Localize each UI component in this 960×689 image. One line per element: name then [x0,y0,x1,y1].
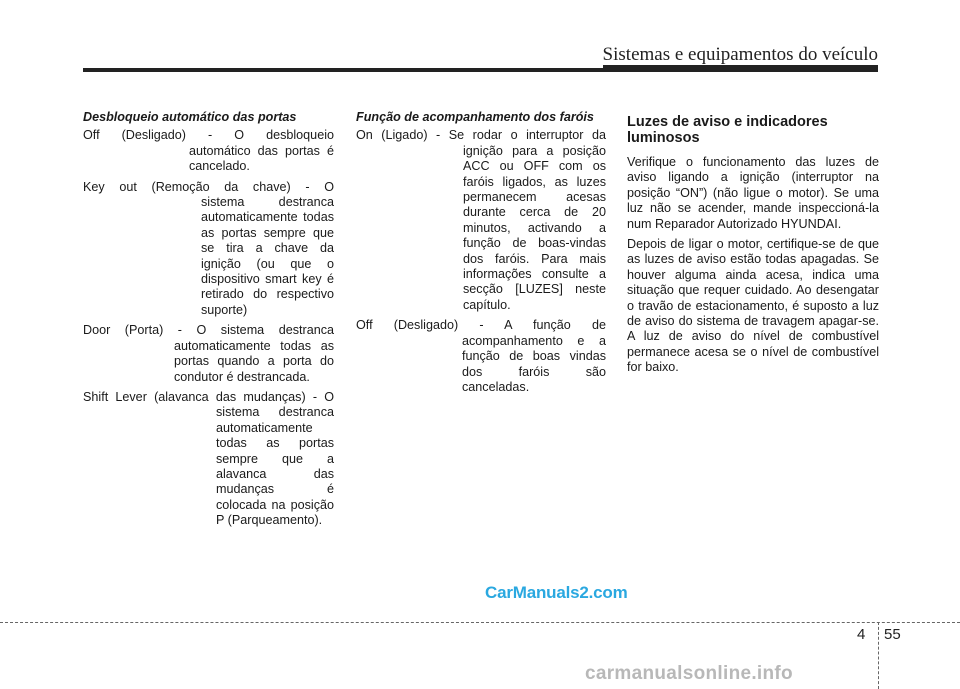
watermark-logo[interactable]: CarManuals2.com [485,583,628,602]
entry-body: sistema destranca automaticamente todas as portas sempre que a alavanca das mudanças é colocada na posição P (Parqueamento). [216,405,334,528]
entry-off [83,128,334,174]
footer-divider [0,622,960,623]
footer-vertical-divider [878,622,879,689]
entry-body: acompanhamento e a função de boas vindas dos faróis são canceladas. [462,333,606,394]
entry-label: Key out (Remoção da chave) - O [83,179,334,194]
entry-body: automaticamente todas as portas quando a porta do condutor é destrancada. [174,338,334,384]
paragraph: Depois de ligar o motor, certifique-se de que as luzes de aviso estão todas apagadas. Se houver alguma ainda acesa, indica uma situação que requer cuidado. Ao desengatar o travão de estacionamento, é suposto a luz de aviso do sistema de travagem apagar-se. A luz de aviso do nível de combustível permanece acesa se o nível de combustível for baixo. [627,237,879,375]
column-1 [83,110,334,534]
entry-label: On (Ligado) - Se rodar o interruptor da [356,128,606,143]
column-2 [356,110,606,400]
entry-on [356,128,606,313]
entry-body: sistema destranca automaticamente todas as portas sempre que se tira a chave da ignição (ou que o dispositivo smart key é retirado do respectivo suporte) [201,195,334,317]
entry-label: Shift Lever (alavanca das mudanças) - O [83,389,334,404]
section-title-warning-lights: Luzes de aviso e indicadores luminosos [627,114,828,146]
header-title: Sistemas e equipamentos do veículo [602,44,878,65]
subheading-headlight-escort: Função de acompanhamento dos faróis [356,110,594,124]
paragraph: Verifique o funcionamento das luzes de aviso ligando a ignição (interruptor na posição “ON”) (não ligue o motor). Se uma luz não se acender, mande inspeccioná-la num Reparador Autorizado HYUNDAI. [627,155,879,231]
entry-label: Off (Desligado) - O desbloqueio [83,128,334,143]
chapter-number: 4 [857,626,866,643]
column-3 [627,110,879,381]
header-rule [83,68,878,72]
entry-label: Off (Desligado) - A função de [356,318,606,333]
entry-off [356,318,606,395]
site-footer-watermark[interactable]: carmanualsonline.info [585,663,793,684]
entry-key-out [83,180,334,319]
entry-shift-lever [83,390,334,529]
entry-body: automático das portas é cancelado. [189,143,334,174]
entry-door [83,323,334,385]
subheading-auto-unlock: Desbloqueio automático das portas [83,110,297,124]
page-number: 55 [884,626,901,643]
entry-body: ignição para a posição ACC ou OFF com os faróis ligados, as luzes permanecem acesas durante cerca de 20 minutos, activando a função de boas-vindas dos faróis. Para mais informações consulte a secção [LUZES] neste capítulo. [463,143,606,312]
entry-label: Door (Porta) - O sistema destranca [83,323,334,338]
